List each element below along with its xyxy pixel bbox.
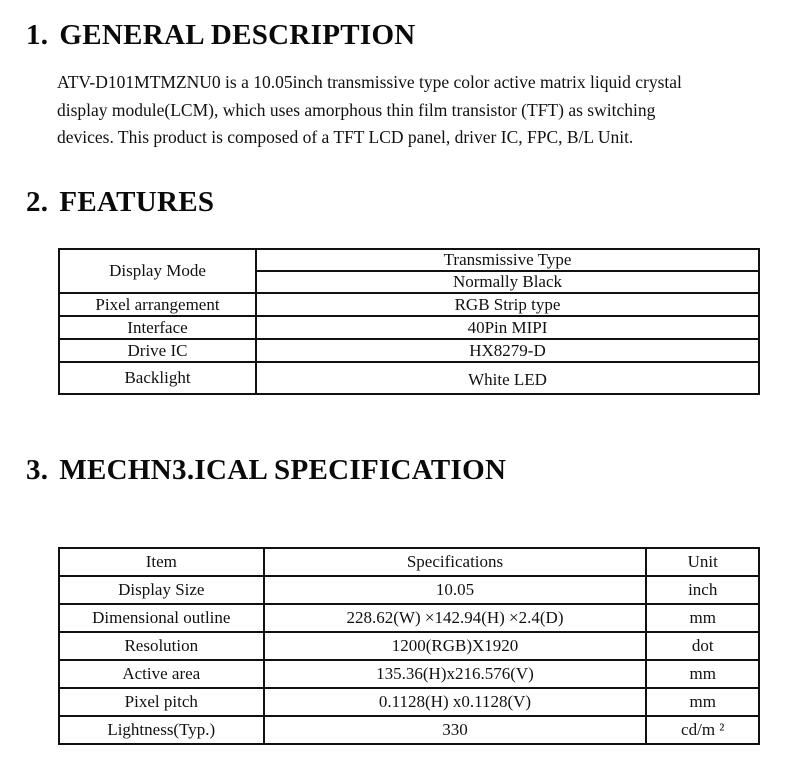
table-row <box>59 632 759 660</box>
section-heading-general-description <box>26 18 416 52</box>
feature-value: Normally Black <box>256 271 759 293</box>
feature-value: 40Pin MIPI <box>256 316 759 339</box>
section-heading-mechanical-specification <box>26 453 506 487</box>
spec-item: Dimensional outline <box>59 604 264 632</box>
spec-value: 228.62(W) ×142.94(H) ×2.4(D) <box>264 604 647 632</box>
spec-item: Active area <box>59 660 264 688</box>
table-row <box>59 316 759 339</box>
spec-item: Display Size <box>59 576 264 604</box>
table-row <box>59 362 759 394</box>
spec-value: 330 <box>264 716 647 744</box>
feature-label: Interface <box>59 316 256 339</box>
column-header-specifications: Specifications <box>264 548 647 576</box>
spec-unit: mm <box>646 660 759 688</box>
section-title: FEATURES <box>59 186 215 218</box>
table-row <box>59 339 759 362</box>
general-description-paragraph <box>57 69 777 152</box>
spec-value: 1200(RGB)X1920 <box>264 632 647 660</box>
mechanical-spec-table <box>58 547 760 745</box>
table-row <box>59 688 759 716</box>
spec-value: 0.1128(H) x0.1128(V) <box>264 688 647 716</box>
column-header-item: Item <box>59 548 264 576</box>
feature-label: Drive IC <box>59 339 256 362</box>
section-title: GENERAL DESCRIPTION <box>59 19 416 51</box>
feature-value: RGB Strip type <box>256 293 759 316</box>
column-header-unit: Unit <box>646 548 759 576</box>
feature-label: Backlight <box>59 362 256 394</box>
paragraph-line: ATV-D101MTMZNU0 is a 10.05inch transmissive type color active matrix liquid crystal <box>57 72 682 92</box>
spec-item: Lightness(Typ.) <box>59 716 264 744</box>
table-row <box>59 249 759 271</box>
feature-label: Display Mode <box>59 249 256 293</box>
spec-unit: dot <box>646 632 759 660</box>
spec-item: Pixel pitch <box>59 688 264 716</box>
section-heading-features <box>26 185 214 219</box>
section-number: 3. <box>26 454 49 486</box>
section-title: MECHN3.ICAL SPECIFICATION <box>59 454 507 486</box>
table-row <box>59 660 759 688</box>
spec-item: Resolution <box>59 632 264 660</box>
table-header-row <box>59 548 759 576</box>
table-row <box>59 716 759 744</box>
spec-unit: cd/m ² <box>646 716 759 744</box>
spec-unit: mm <box>646 604 759 632</box>
paragraph-line: display module(LCM), which uses amorphous thin film transistor (TFT) as switching <box>57 99 656 120</box>
feature-value: Transmissive Type <box>256 249 759 271</box>
section-number: 2. <box>26 186 49 218</box>
spec-unit: mm <box>646 688 759 716</box>
table-row <box>59 576 759 604</box>
feature-value: HX8279-D <box>256 339 759 362</box>
paragraph-line: devices. This product is composed of a TFT LCD panel, driver IC, FPC, B/L Unit. <box>57 127 634 147</box>
spec-value: 10.05 <box>264 576 647 604</box>
spec-value: 135.36(H)x216.576(V) <box>264 660 647 688</box>
table-row <box>59 293 759 316</box>
section-number: 1. <box>26 19 49 51</box>
feature-value: White LED <box>256 362 759 394</box>
features-table <box>58 248 760 395</box>
feature-label: Pixel arrangement <box>59 293 256 316</box>
table-row <box>59 604 759 632</box>
spec-unit: inch <box>646 576 759 604</box>
